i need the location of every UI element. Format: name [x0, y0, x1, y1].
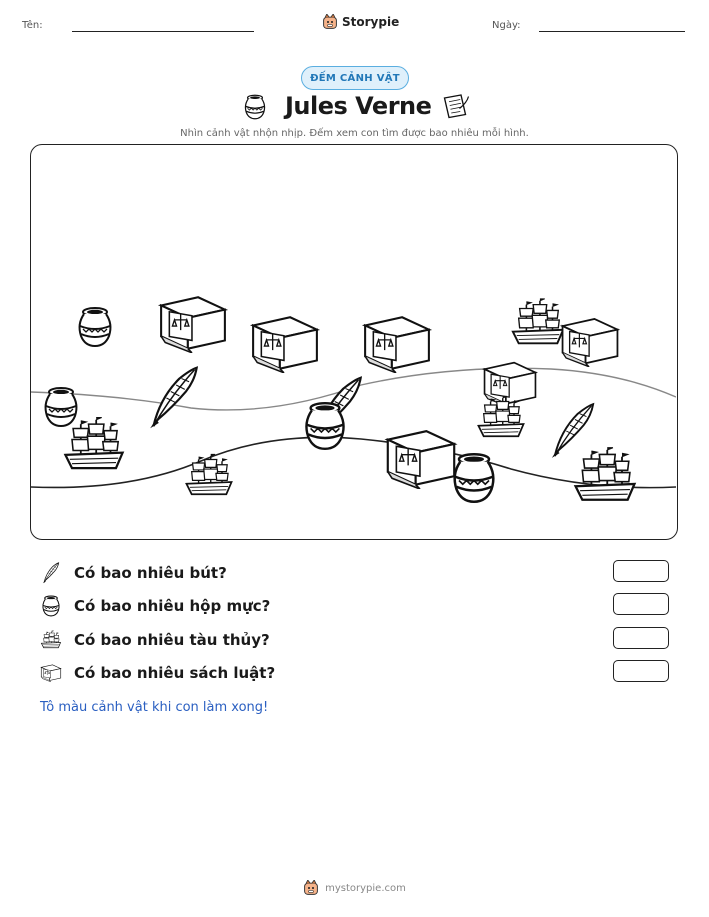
- paper-quill-icon: [440, 92, 470, 122]
- ship-item: [186, 454, 231, 494]
- footer: [0, 880, 709, 896]
- date-label: Ngày:: [492, 20, 521, 31]
- question-text: Có bao nhiêu bút?: [74, 564, 227, 582]
- law-book-item: [161, 297, 225, 353]
- question-row: [40, 561, 227, 585]
- law-book-item: [388, 431, 454, 489]
- law-book-item: [563, 319, 618, 367]
- ship-item: [576, 448, 635, 500]
- law-book-icon: [40, 662, 62, 684]
- scene-illustration: [31, 145, 676, 538]
- ink-pot-item: [46, 388, 77, 426]
- color-prompt: Tô màu cảnh vật khi con làm xong!: [40, 700, 269, 715]
- ship-item: [513, 299, 563, 343]
- brand-name: Storypie: [342, 15, 400, 29]
- ink-pot-icon: [40, 595, 62, 617]
- instructions: Nhìn cảnh vật nhộn nhịp. Đếm xem con tìm được bao nhiêu mỗi hình.: [180, 128, 529, 139]
- ink-pot-item: [306, 403, 343, 449]
- law-book-item: [253, 317, 317, 373]
- counting-scene: [30, 144, 678, 540]
- law-book-item: [365, 317, 429, 373]
- ship-item: [65, 418, 122, 469]
- mascot-icon: [322, 14, 338, 30]
- ink-pot-item: [455, 454, 494, 502]
- date-input-line[interactable]: [539, 31, 685, 32]
- question-text: Có bao nhiêu tàu thủy?: [74, 631, 270, 649]
- ink-pot-item: [80, 308, 111, 346]
- activity-badge: ĐẾM CẢNH VẬT: [301, 66, 409, 90]
- quill-item: [552, 404, 593, 458]
- question-row: [40, 628, 270, 652]
- answer-box-ships[interactable]: [613, 627, 669, 649]
- answer-box-law-books[interactable]: [613, 660, 669, 682]
- quill-icon: [40, 562, 62, 584]
- ink-pot-icon: [242, 94, 268, 120]
- question-text: Có bao nhiêu sách luật?: [74, 664, 276, 682]
- mascot-icon: [303, 880, 319, 896]
- answer-box-ink-pots[interactable]: [613, 593, 669, 615]
- question-row: [40, 661, 275, 685]
- ship-icon: [40, 629, 62, 651]
- ship-item: [478, 396, 523, 436]
- quill-item: [150, 368, 196, 428]
- name-label: Tên:: [22, 20, 43, 31]
- footer-url[interactable]: mystorypie.com: [325, 882, 406, 894]
- question-row: [40, 594, 270, 618]
- brand-logo: [322, 14, 399, 30]
- answer-box-quills[interactable]: [613, 560, 669, 582]
- page-title: Jules Verne: [285, 92, 432, 120]
- name-input-line[interactable]: [72, 31, 254, 32]
- question-text: Có bao nhiêu hộp mực?: [74, 597, 271, 615]
